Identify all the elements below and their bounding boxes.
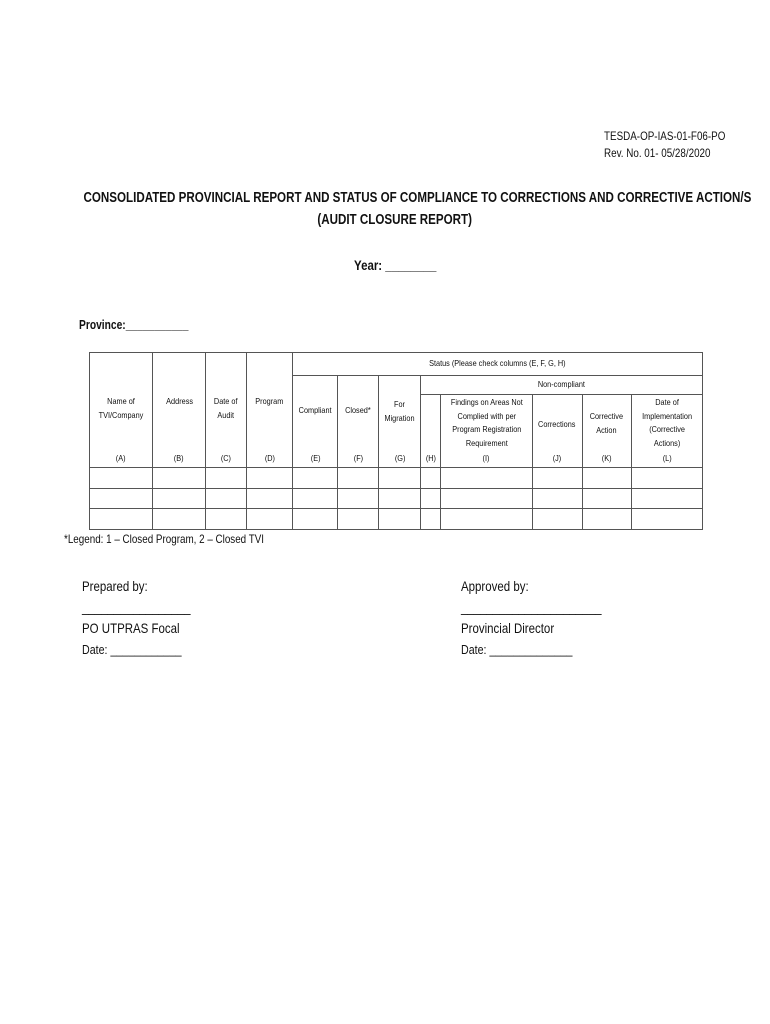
- table-cell[interactable]: [247, 509, 293, 530]
- table-cell[interactable]: [338, 468, 379, 489]
- table-cell[interactable]: [338, 509, 379, 530]
- prepared-by-role: PO UTPRAS Focal: [82, 620, 180, 636]
- year-label: Year: ________: [353, 257, 437, 273]
- province-label: Province:___________: [79, 318, 189, 332]
- legend: [64, 532, 308, 546]
- table-cell[interactable]: [532, 489, 582, 509]
- table-cell[interactable]: [153, 489, 206, 509]
- table-cell[interactable]: [206, 489, 247, 509]
- noncompliant-header-label: Non-compliant: [538, 379, 586, 390]
- table-row: [90, 509, 703, 530]
- legend-text: *Legend: 1 – Closed Program, 2 – Closed TVI: [64, 532, 265, 546]
- table-cell[interactable]: [206, 509, 247, 530]
- column-letter-k: (K): [601, 452, 612, 463]
- table-cell[interactable]: [90, 468, 153, 489]
- column-label-findings: Findings on Areas Not Complied with per Program Registration Requirement: [450, 397, 523, 448]
- table-cell[interactable]: [421, 489, 441, 509]
- table-cell[interactable]: [582, 468, 631, 489]
- column-letter-g: (G): [394, 452, 406, 463]
- year-field: [0, 257, 770, 273]
- approved-by-signature-line: ______________________: [461, 599, 602, 615]
- column-header-compliant: [293, 376, 338, 468]
- column-label-compliant: Compliant: [298, 405, 332, 415]
- column-label-name: [99, 395, 144, 422]
- approved-by-block: [461, 576, 632, 660]
- table-row: [90, 489, 703, 509]
- approved-by-date: Date: ______________: [461, 642, 573, 657]
- title-line-2: (AUDIT CLOSURE REPORT): [317, 212, 473, 228]
- report-table: [89, 352, 703, 530]
- report-title: [0, 187, 770, 231]
- column-header-address: [153, 353, 206, 468]
- table-cell[interactable]: [582, 489, 631, 509]
- form-code: TESDA-OP-IAS-01-F06-PO: [604, 129, 726, 143]
- prepared-by-signature-line: _________________: [82, 599, 191, 615]
- column-header-for-migration: [379, 376, 421, 468]
- column-label-date-of-audit: Date of Audit: [214, 396, 238, 420]
- approved-by-role: Provincial Director: [461, 620, 555, 636]
- prepared-by-date: Date: ____________: [82, 642, 182, 657]
- table-cell[interactable]: [532, 468, 582, 489]
- column-label-closed: Closed*: [345, 405, 372, 415]
- column-label-for-migration: For Migration: [384, 399, 415, 423]
- table-cell[interactable]: [441, 468, 532, 489]
- table-cell[interactable]: [153, 468, 206, 489]
- table-cell[interactable]: [532, 509, 582, 530]
- column-letter-h: (H): [425, 452, 436, 463]
- column-header-findings: [441, 395, 532, 468]
- title-line-1: CONSOLIDATED PROVINCIAL REPORT AND STATUS OF COMPLIANCE TO CORRECTIONS AND CORRECTIVE ACTION/S: [83, 190, 752, 206]
- table-cell[interactable]: [631, 509, 702, 530]
- approved-by-label: Approved by:: [461, 578, 529, 594]
- prepared-by-label: Prepared by:: [82, 578, 148, 594]
- table-cell[interactable]: [582, 509, 631, 530]
- table-cell[interactable]: [379, 468, 421, 489]
- column-header-corrective-action: [582, 395, 631, 468]
- column-letter-c: (C): [221, 452, 232, 463]
- table-cell[interactable]: [441, 489, 532, 509]
- column-header-date-of-implementation: [631, 395, 702, 468]
- column-label-date-of-implementation: Date of Implementation (Corrective Actions): [641, 397, 692, 448]
- column-letter-d: (D): [264, 452, 275, 463]
- column-label-name-text: Name of TVI/Company: [98, 396, 144, 420]
- table-cell[interactable]: [631, 489, 702, 509]
- column-label-program: Program: [255, 396, 284, 406]
- column-label-corrections: Corrections: [538, 419, 576, 429]
- column-letter-a: (A): [116, 452, 126, 463]
- status-header-label: Status (Please check columns (E, F, G, H): [429, 358, 566, 369]
- column-label-corrective-action: Corrective Action: [589, 411, 624, 435]
- column-header-date-of-audit: [206, 353, 247, 468]
- table-cell[interactable]: [379, 489, 421, 509]
- table-cell[interactable]: [90, 489, 153, 509]
- column-header-name: [90, 353, 153, 468]
- column-letter-j: (J): [552, 452, 562, 463]
- table-cell[interactable]: [90, 509, 153, 530]
- table-cell[interactable]: [247, 468, 293, 489]
- column-header-corrections: [532, 395, 582, 468]
- table-cell[interactable]: [293, 489, 338, 509]
- table-cell[interactable]: [338, 489, 379, 509]
- table-cell[interactable]: [631, 468, 702, 489]
- table-cell[interactable]: [293, 509, 338, 530]
- table-cell[interactable]: [206, 468, 247, 489]
- table-cell[interactable]: [421, 509, 441, 530]
- column-header-closed: [338, 376, 379, 468]
- noncompliant-header: [421, 376, 703, 395]
- table-cell[interactable]: [247, 489, 293, 509]
- revision-number: Rev. No. 01- 05/28/2020: [604, 146, 711, 160]
- province-field: [79, 318, 212, 332]
- table-cell[interactable]: [153, 509, 206, 530]
- prepared-by-block: [82, 576, 214, 660]
- table-cell[interactable]: [293, 468, 338, 489]
- table-row: [90, 468, 703, 489]
- form-code-block: [604, 128, 752, 162]
- column-letter-e: (E): [310, 452, 321, 463]
- column-header-h: [421, 395, 441, 468]
- column-letter-l: (L): [662, 452, 672, 463]
- column-label-address: Address: [165, 396, 193, 406]
- column-letter-f: (F): [353, 452, 364, 463]
- table-cell[interactable]: [421, 468, 441, 489]
- column-header-program: [247, 353, 293, 468]
- column-letter-i: (I): [483, 452, 490, 463]
- table-cell[interactable]: [379, 509, 421, 530]
- status-header: [293, 353, 703, 376]
- column-letter-b: (B): [174, 452, 184, 463]
- table-cell[interactable]: [441, 509, 532, 530]
